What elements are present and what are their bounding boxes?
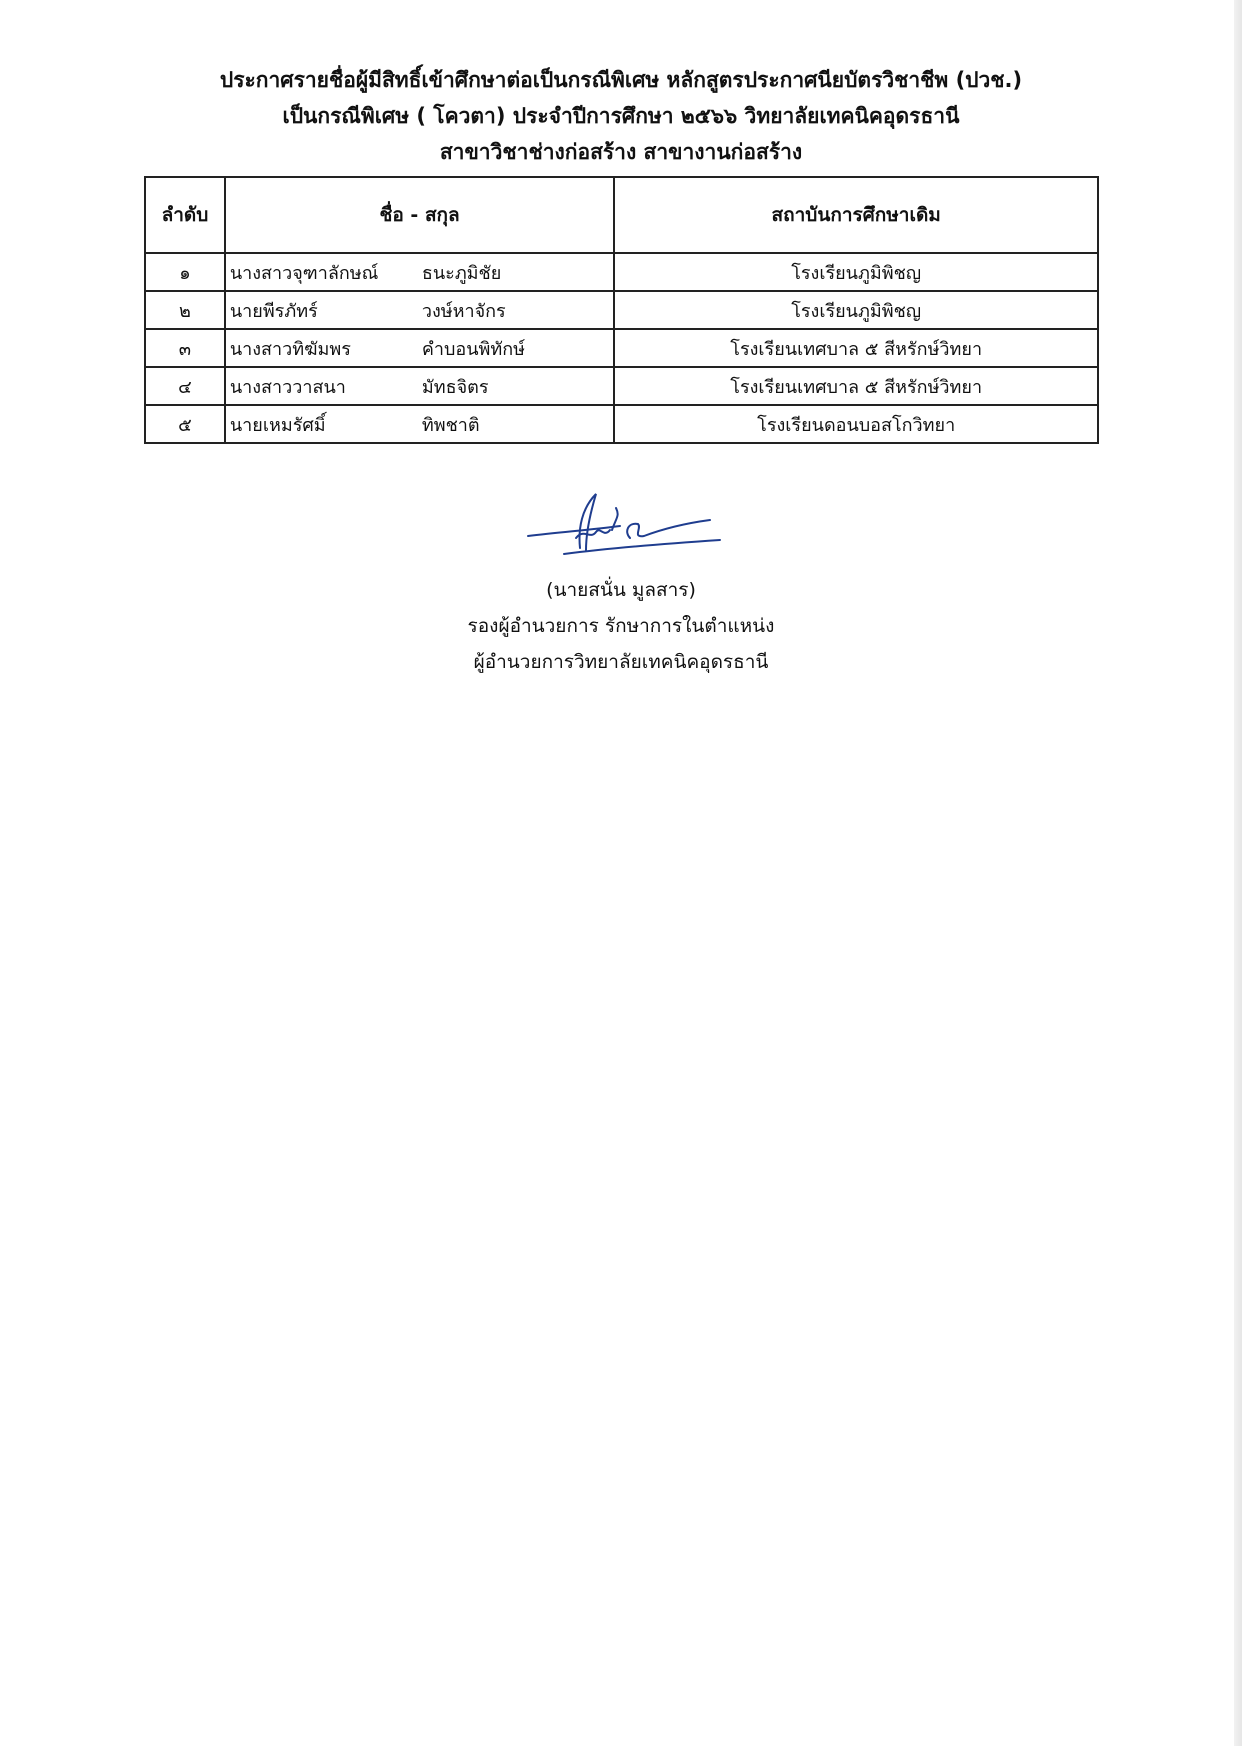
last-name: วงษ์หาจักร (421, 300, 506, 322)
table-row (145, 253, 1098, 291)
first-name: นางสาวทิฆัมพร (229, 338, 351, 360)
row-number: ๑ (145, 253, 225, 291)
row-number: ๒ (145, 291, 225, 329)
signatory-organization: ผู้อำนวยการวิทยาลัยเทคนิคอุดรธานี (473, 651, 769, 673)
row-school: โรงเรียนภูมิพิชญ (614, 291, 1098, 329)
last-name: คำบอนพิทักษ์ (421, 338, 526, 360)
title-line-1: ประกาศรายชื่อผู้มีสิทธิ์เข้าศึกษาต่อเป็นกรณีพิเศษ หลักสูตรประกาศนียบัตรวิชาชีพ (ปวช.) (219, 68, 1023, 92)
table-row (145, 405, 1098, 443)
header-number: ลำดับ (145, 177, 225, 253)
title-line-3: สาขาวิชาช่างก่อสร้าง สาขางานก่อสร้าง (439, 140, 803, 164)
handwritten-signature (520, 488, 730, 568)
page-edge (1234, 0, 1242, 1746)
table-row (145, 291, 1098, 329)
first-name: นายเหมรัศมิ์ (229, 414, 326, 436)
first-name: นายพีรภัทร์ (229, 300, 318, 322)
row-name (225, 405, 614, 443)
row-number: ๓ (145, 329, 225, 367)
row-school: โรงเรียนภูมิพิชญ (614, 253, 1098, 291)
row-name (225, 367, 614, 405)
table-row (145, 329, 1098, 367)
last-name: ทิพชาติ (421, 414, 480, 436)
signatory-position: รองผู้อำนวยการ รักษาการในตำแหน่ง (467, 615, 775, 637)
header-name: ชื่อ - สกุล (225, 177, 614, 253)
row-school: โรงเรียนเทศบาล ๕ สีหรักษ์วิทยา (614, 329, 1098, 367)
row-number: ๕ (145, 405, 225, 443)
last-name: มัทธจิตร (421, 376, 489, 398)
announcement-title (0, 62, 1242, 170)
header-school: สถาบันการศึกษาเดิม (614, 177, 1098, 253)
title-line-2: เป็นกรณีพิเศษ ( โควตา) ประจำปีการศึกษา ๒๕๖๖ วิทยาลัยเทคนิคอุดรธานี (282, 104, 960, 128)
row-name (225, 291, 614, 329)
row-school: โรงเรียนเทศบาล ๕ สีหรักษ์วิทยา (614, 367, 1098, 405)
last-name: ธนะภูมิชัย (421, 262, 502, 284)
first-name: นางสาวจุฑาลักษณ์ (229, 262, 379, 284)
row-number: ๔ (145, 367, 225, 405)
table-header-row (145, 177, 1098, 253)
signatory-block (0, 572, 1242, 680)
table-row (145, 367, 1098, 405)
results-table (144, 176, 1099, 444)
first-name: นางสาววาสนา (229, 376, 346, 398)
row-name (225, 329, 614, 367)
row-name (225, 253, 614, 291)
signatory-name: (นายสนั่น มูลสาร) (546, 579, 696, 601)
row-school: โรงเรียนดอนบอสโกวิทยา (614, 405, 1098, 443)
